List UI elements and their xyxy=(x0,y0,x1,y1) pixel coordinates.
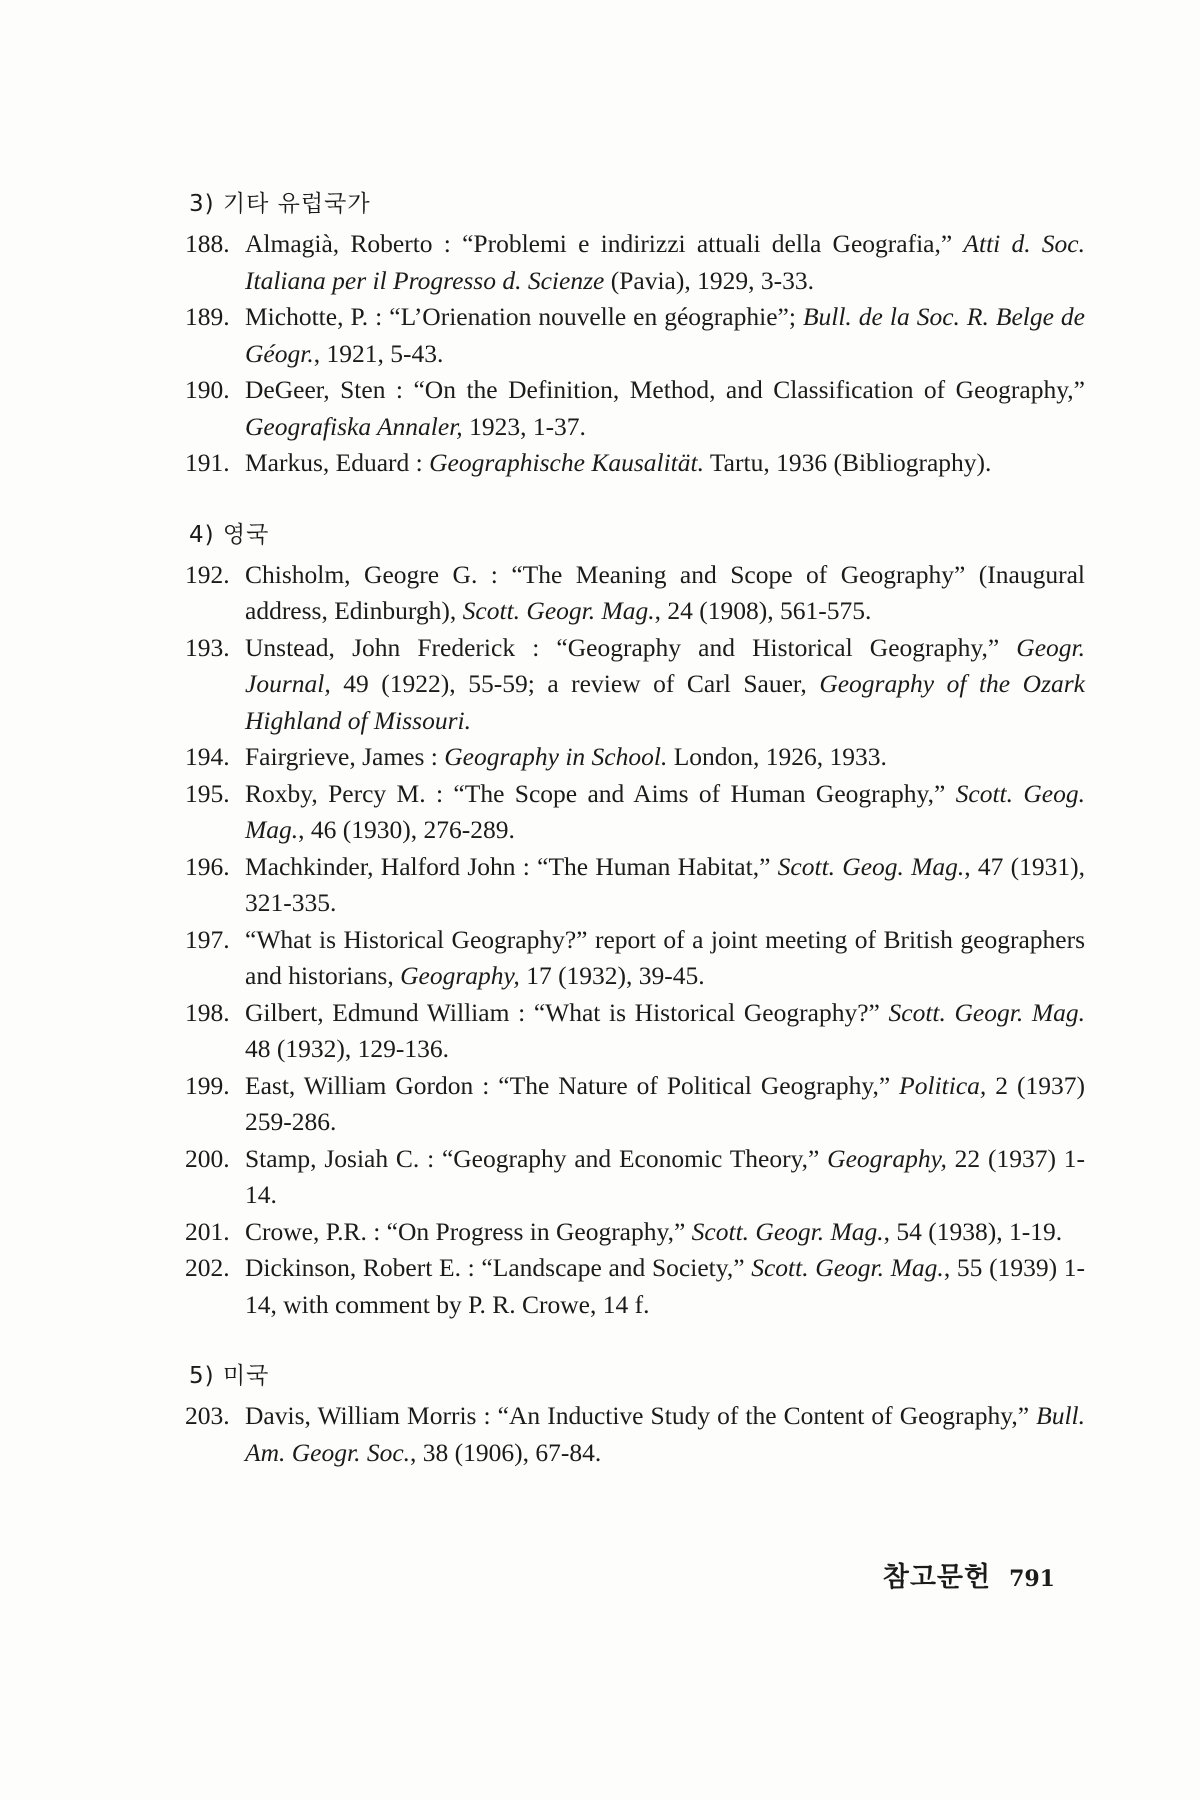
entry-text: Tartu, 1936 (Bibliography). xyxy=(703,448,992,477)
bibliography-entry xyxy=(185,1398,1085,1471)
entry-number: 201. xyxy=(185,1216,230,1246)
entry-source-italic: Geography, xyxy=(400,961,520,990)
page-number: 791 xyxy=(1009,1566,1055,1592)
entry-source-italic: Bull. de la Soc. R. Belge de Géogr. xyxy=(245,302,1085,368)
entry-source-italic: Geography in School. xyxy=(444,742,668,771)
entry-number: 203. xyxy=(185,1401,230,1430)
entry-number: 200. xyxy=(185,1143,230,1173)
entry-source-italic: Geogr. Journal, xyxy=(245,632,1085,698)
entry-text: Unstead, John Frederick : “Geography and Historical Geography,” xyxy=(245,632,1017,662)
entry-text: East, William Gordon : “The Nature of Political Geography,” xyxy=(245,1070,900,1100)
bibliography-entry xyxy=(185,1250,1085,1323)
bibliography-section xyxy=(185,516,1085,1324)
entry-source-italic: Geografiska Annaler, xyxy=(245,411,463,441)
section-heading: 3) 기타 유럽국가 xyxy=(189,191,371,217)
bibliography-entry xyxy=(185,739,1085,776)
bibliography-entry xyxy=(185,995,1085,1068)
bibliography-entry xyxy=(185,299,1085,372)
entry-text: , 47 (1931), 321-335. xyxy=(245,851,1086,917)
entry-text: Michotte, P. : “L’Orienation nouvelle en géographie”; xyxy=(245,302,803,331)
bibliography-entry xyxy=(185,776,1085,849)
bibliography-entry xyxy=(185,445,1085,482)
entry-text: Davis, William Morris : “An Inductive Study of the Content of Geography,” xyxy=(245,1401,1037,1430)
entry-source-italic: Scott. Geog. Mag. xyxy=(777,851,965,881)
entry-text: , 54 (1938), 1-19. xyxy=(883,1216,1063,1246)
entry-text: Fairgrieve, James : xyxy=(245,742,445,771)
entry-number: 191. xyxy=(185,448,230,477)
entry-text: 48 (1932), 129-136. xyxy=(245,1034,449,1063)
entry-text: DeGeer, Sten : “On the Definition, Method, and Classification of Geography,” xyxy=(245,375,1085,404)
entry-text: Almagià, Roberto : “Problemi e indirizzi attuali della Geografia,” xyxy=(245,229,964,258)
entry-text: 49 (1922), 55-59; a review of Carl Sauer, xyxy=(330,669,820,698)
entry-text: Roxby, Percy M. : “The Scope and Aims of Human Geography,” xyxy=(245,778,956,808)
entry-number: 199. xyxy=(185,1070,230,1100)
entry-source-italic: Geographische Kausalität. xyxy=(429,448,704,477)
bibliography-entry xyxy=(185,1141,1085,1214)
bibliography-section xyxy=(185,1357,1085,1471)
entry-text: (Pavia), 1929, 3-33. xyxy=(604,265,814,295)
entry-text: London, 1926, 1933. xyxy=(667,742,887,771)
entry-text: Stamp, Josiah C. : “Geography and Economic Theory,” xyxy=(245,1143,828,1173)
entry-number: 190. xyxy=(185,375,230,404)
entry-text: Gilbert, Edmund William : “What is Historical Geography?” xyxy=(245,997,889,1027)
entry-source-italic: Atti d. Soc. Italiana per il Progresso d. Scienze xyxy=(245,229,1085,295)
section-heading: 4) 영국 xyxy=(189,521,270,548)
entry-text: Machkinder, Halford John : “The Human Habitat,” xyxy=(245,851,778,881)
bibliography-entry xyxy=(185,557,1085,630)
entry-source-italic: Politica, xyxy=(899,1070,987,1100)
entry-number: 197. xyxy=(185,924,230,954)
section-heading: 5) 미국 xyxy=(189,1363,270,1389)
entry-number: 195. xyxy=(185,778,230,808)
bibliography-section xyxy=(185,185,1085,482)
page-footer xyxy=(883,1555,1055,1594)
entry-text: Chisholm, Geogre G. : “The Meaning and Scope of Geography” (Inaugural address, Edinburgh), xyxy=(245,559,1085,625)
entry-text: Dickinson, Robert E. : “Landscape and Society,” xyxy=(245,1253,752,1282)
entry-text: Crowe, P.R. : “On Progress in Geography,” xyxy=(245,1216,692,1246)
entry-number: 188. xyxy=(185,229,230,258)
bibliography-entry xyxy=(185,1214,1085,1251)
entry-text: , 24 (1908), 561-575. xyxy=(654,596,872,625)
bibliography-entry xyxy=(185,1068,1085,1141)
entry-source-italic: Geography, xyxy=(827,1143,947,1173)
bibliography-entry xyxy=(185,922,1085,995)
entry-number: 202. xyxy=(185,1253,230,1282)
entry-source-italic: Scott. Geogr. Mag. xyxy=(888,997,1086,1027)
entry-text: “What is Historical Geography?” report of a joint meeting of British geographers and historians, xyxy=(245,924,1085,990)
bibliography-entry xyxy=(185,372,1085,445)
entry-number: 192. xyxy=(185,559,230,589)
entry-source-italic: Scott. Geogr. Mag. xyxy=(691,1216,884,1246)
entry-number: 193. xyxy=(185,632,230,662)
entry-number: 189. xyxy=(185,302,230,331)
entry-text: , 55 (1939) 1-14, with comment by P. R. Crowe, 14 f. xyxy=(245,1253,1086,1319)
entry-number: 198. xyxy=(185,997,230,1027)
entry-text: 17 (1932), 39-45. xyxy=(519,961,705,990)
entry-source-italic: Scott. Geogr. Mag. xyxy=(462,596,655,625)
entry-text: 1923, 1-37. xyxy=(462,411,586,441)
entry-number: 196. xyxy=(185,851,230,881)
bibliography-entry xyxy=(185,226,1085,299)
entry-text: , 1921, 5-43. xyxy=(313,338,444,368)
entry-text: , 46 (1930), 276-289. xyxy=(298,815,515,844)
bibliography-page xyxy=(185,185,1085,1471)
footer-title: 참고문헌 xyxy=(882,1562,992,1593)
entry-number: 194. xyxy=(185,742,230,771)
entry-text: , 38 (1906), 67-84. xyxy=(410,1437,602,1467)
entry-source-italic: Scott. Geogr. Mag. xyxy=(751,1253,944,1282)
entry-source-italic: Bull. Am. Geogr. Soc. xyxy=(245,1401,1085,1467)
bibliography-entry xyxy=(185,849,1085,922)
bibliography-entry xyxy=(185,630,1085,740)
entry-text: 2 (1937) 259-286. xyxy=(245,1070,1085,1136)
entry-text: Markus, Eduard : xyxy=(245,448,430,477)
entry-source-italic: Geography of the Ozark Highland of Missouri. xyxy=(245,669,1085,735)
entry-source-italic: Scott. Geog. Mag. xyxy=(245,778,1085,844)
entry-text: 22 (1937) 1-14. xyxy=(245,1143,1085,1209)
